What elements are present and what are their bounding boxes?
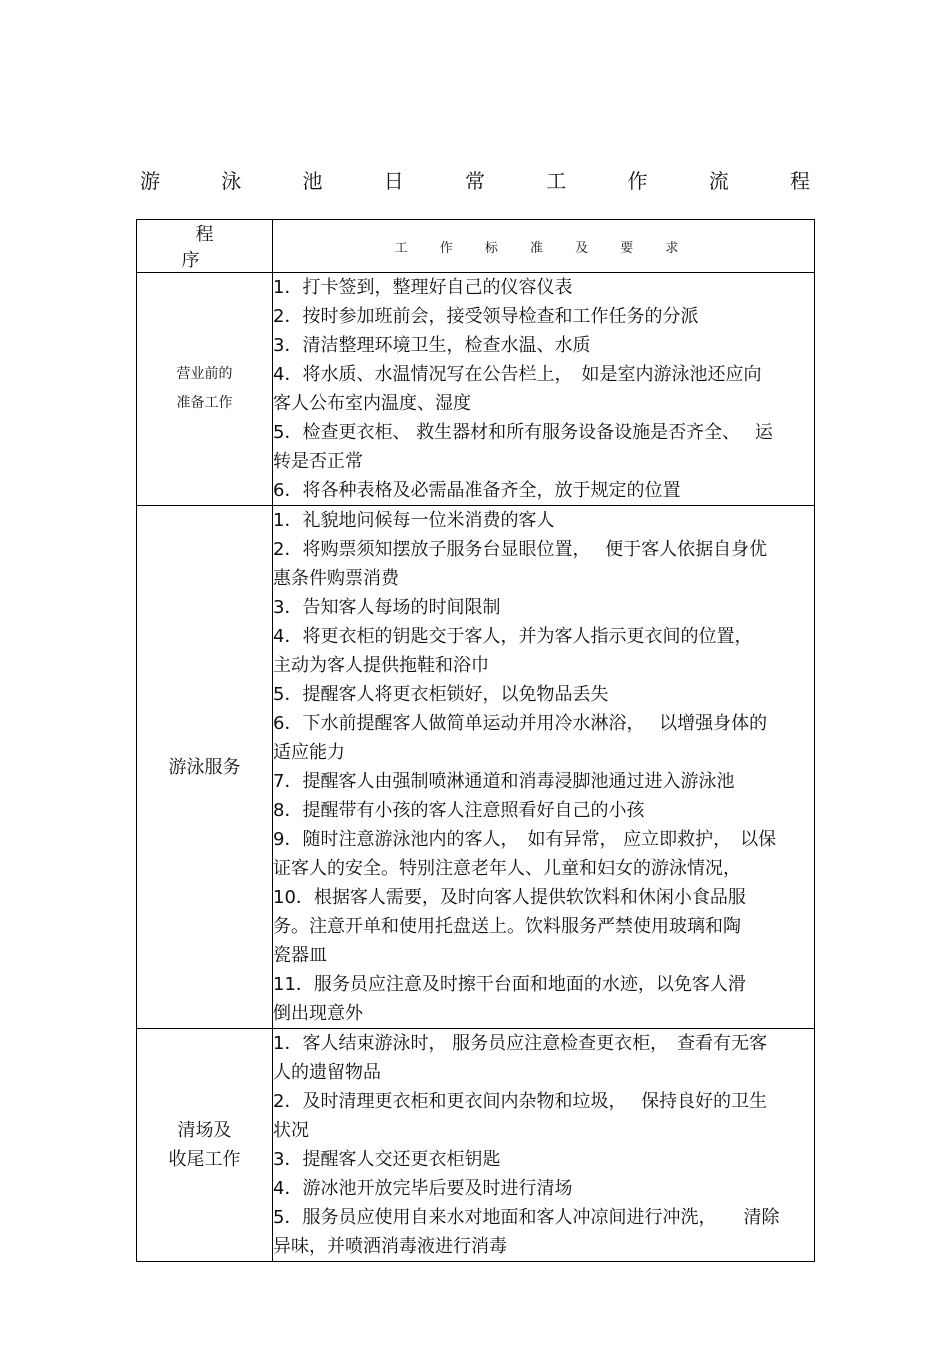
header-standards: 工 作 标 准 及 要 求 (273, 220, 815, 273)
header-procedure: 程 序 (137, 220, 273, 273)
document-title (140, 164, 810, 194)
requirement-line: 1．礼貌地问候每一位米消费的客人 (273, 510, 555, 531)
requirement-line: 4．将水质、水温情况写在公告栏上， 如是室内游泳池还应向 (273, 364, 762, 385)
table-header-row (137, 220, 815, 273)
requirements-cell-closing (273, 1029, 815, 1262)
requirement-line: 3．告知客人每场的时间限制 (273, 597, 501, 618)
stage-label: 清场及 (177, 1120, 232, 1141)
requirement-line: 状况 (273, 1120, 309, 1141)
title-char: 日 (383, 168, 404, 193)
requirement-line: 证客人的安全。特别注意老年人、儿童和妇女的游泳情况， (273, 858, 741, 879)
requirements-cell-preparation (273, 273, 815, 506)
requirement-line: 4．游冰池开放完毕后要及时进行清场 (273, 1178, 573, 1199)
requirement-line: 11．服务员应注意及时擦干台面和地面的水迹，以免客人滑 (273, 974, 746, 995)
requirement-line: 客人公布室内温度、湿度 (273, 393, 471, 414)
table-row-service (137, 506, 815, 1029)
requirement-line: 人的遗留物品 (273, 1062, 381, 1083)
title-char: 游 (140, 168, 160, 193)
requirement-line: 转是否正常 (273, 451, 363, 472)
requirement-line: 主动为客人提供拖鞋和浴巾 (273, 655, 489, 676)
title-char: 常 (465, 168, 485, 193)
requirement-line: 1．打卡签到，整理好自己的仪容仪表 (273, 277, 573, 298)
stage-label: 准备工作 (176, 395, 233, 411)
title-char: 流 (708, 168, 729, 193)
requirement-line: 4．将更衣柜的钥匙交于客人，并为客人指示更衣间的位置， (273, 626, 753, 647)
requirement-line: 2．及时清理更衣柜和更衣间内杂物和垃圾， 保持良好的卫生 (273, 1091, 768, 1112)
stage-cell-service (137, 506, 273, 1029)
requirement-line: 瓷器皿 (273, 945, 327, 966)
requirement-line: 8．提醒带有小孩的客人注意照看好自己的小孩 (273, 800, 645, 821)
requirement-line: 务。注意开单和使用托盘送上。饮料服务严禁使用玻璃和陶 (273, 916, 741, 937)
requirement-line: 3．清洁整理环境卫生，检查水温、水质 (273, 335, 591, 356)
requirement-line: 7．提醒客人由强制喷淋通道和消毒浸脚池通过进入游泳池 (273, 771, 735, 792)
requirements-cell-service (273, 506, 815, 1029)
requirement-line: 倒出现意外 (273, 1003, 363, 1024)
stage-label: 营业前的 (176, 366, 233, 382)
requirement-line: 5．检查更衣柜、 救生器材和所有服务设备设施是否齐全、 运 (273, 422, 773, 443)
requirement-line: 适应能力 (273, 742, 345, 763)
title-char: 作 (627, 168, 648, 193)
table-row-preparation (137, 273, 815, 506)
title-char: 工 (546, 168, 567, 193)
table-row-closing (137, 1029, 815, 1262)
title-char: 程 (790, 168, 810, 193)
requirement-line: 2．按时参加班前会，接受领导检查和工作任务的分派 (273, 306, 699, 327)
requirement-line: 5．服务员应使用自来水对地面和客人冲凉间进行冲洗， 清除 (273, 1207, 780, 1228)
requirement-line: 9．随时注意游泳池内的客人， 如有异常， 应立即救护， 以保 (273, 829, 777, 850)
requirement-line: 2．将购票须知摆放子服务台显眼位置， 便于客人依据自身优 (273, 539, 768, 560)
stage-label: 游泳服务 (168, 756, 241, 778)
requirement-line: 3．提醒客人交还更衣柜钥匙 (273, 1149, 501, 1170)
requirement-line: 5．提醒客人将更衣柜锁好，以免物品丢失 (273, 684, 609, 705)
stage-cell-preparation (137, 273, 273, 506)
stage-label: 收尾工作 (168, 1149, 241, 1170)
requirement-line: 惠条件购票消费 (273, 568, 399, 589)
requirement-line: 6．将各种表格及必需晶准备齐全，放于规定的位置 (273, 480, 681, 501)
stage-cell-closing (137, 1029, 273, 1262)
requirement-line: 1．客人结束游泳时， 服务员应注意检查更衣柜， 查看有无客 (273, 1033, 768, 1054)
requirement-line: 10．根据客人需要，及时向客人提供软饮料和休闲小食品服 (273, 887, 746, 908)
procedure-table (136, 219, 815, 1262)
title-char: 池 (302, 168, 323, 193)
requirement-line: 6．下水前提醒客人做简单运动并用冷水淋浴， 以增强身体的 (273, 713, 768, 734)
title-char: 泳 (221, 168, 242, 193)
requirement-line: 异味，并喷洒消毒液进行消毒 (273, 1236, 507, 1257)
